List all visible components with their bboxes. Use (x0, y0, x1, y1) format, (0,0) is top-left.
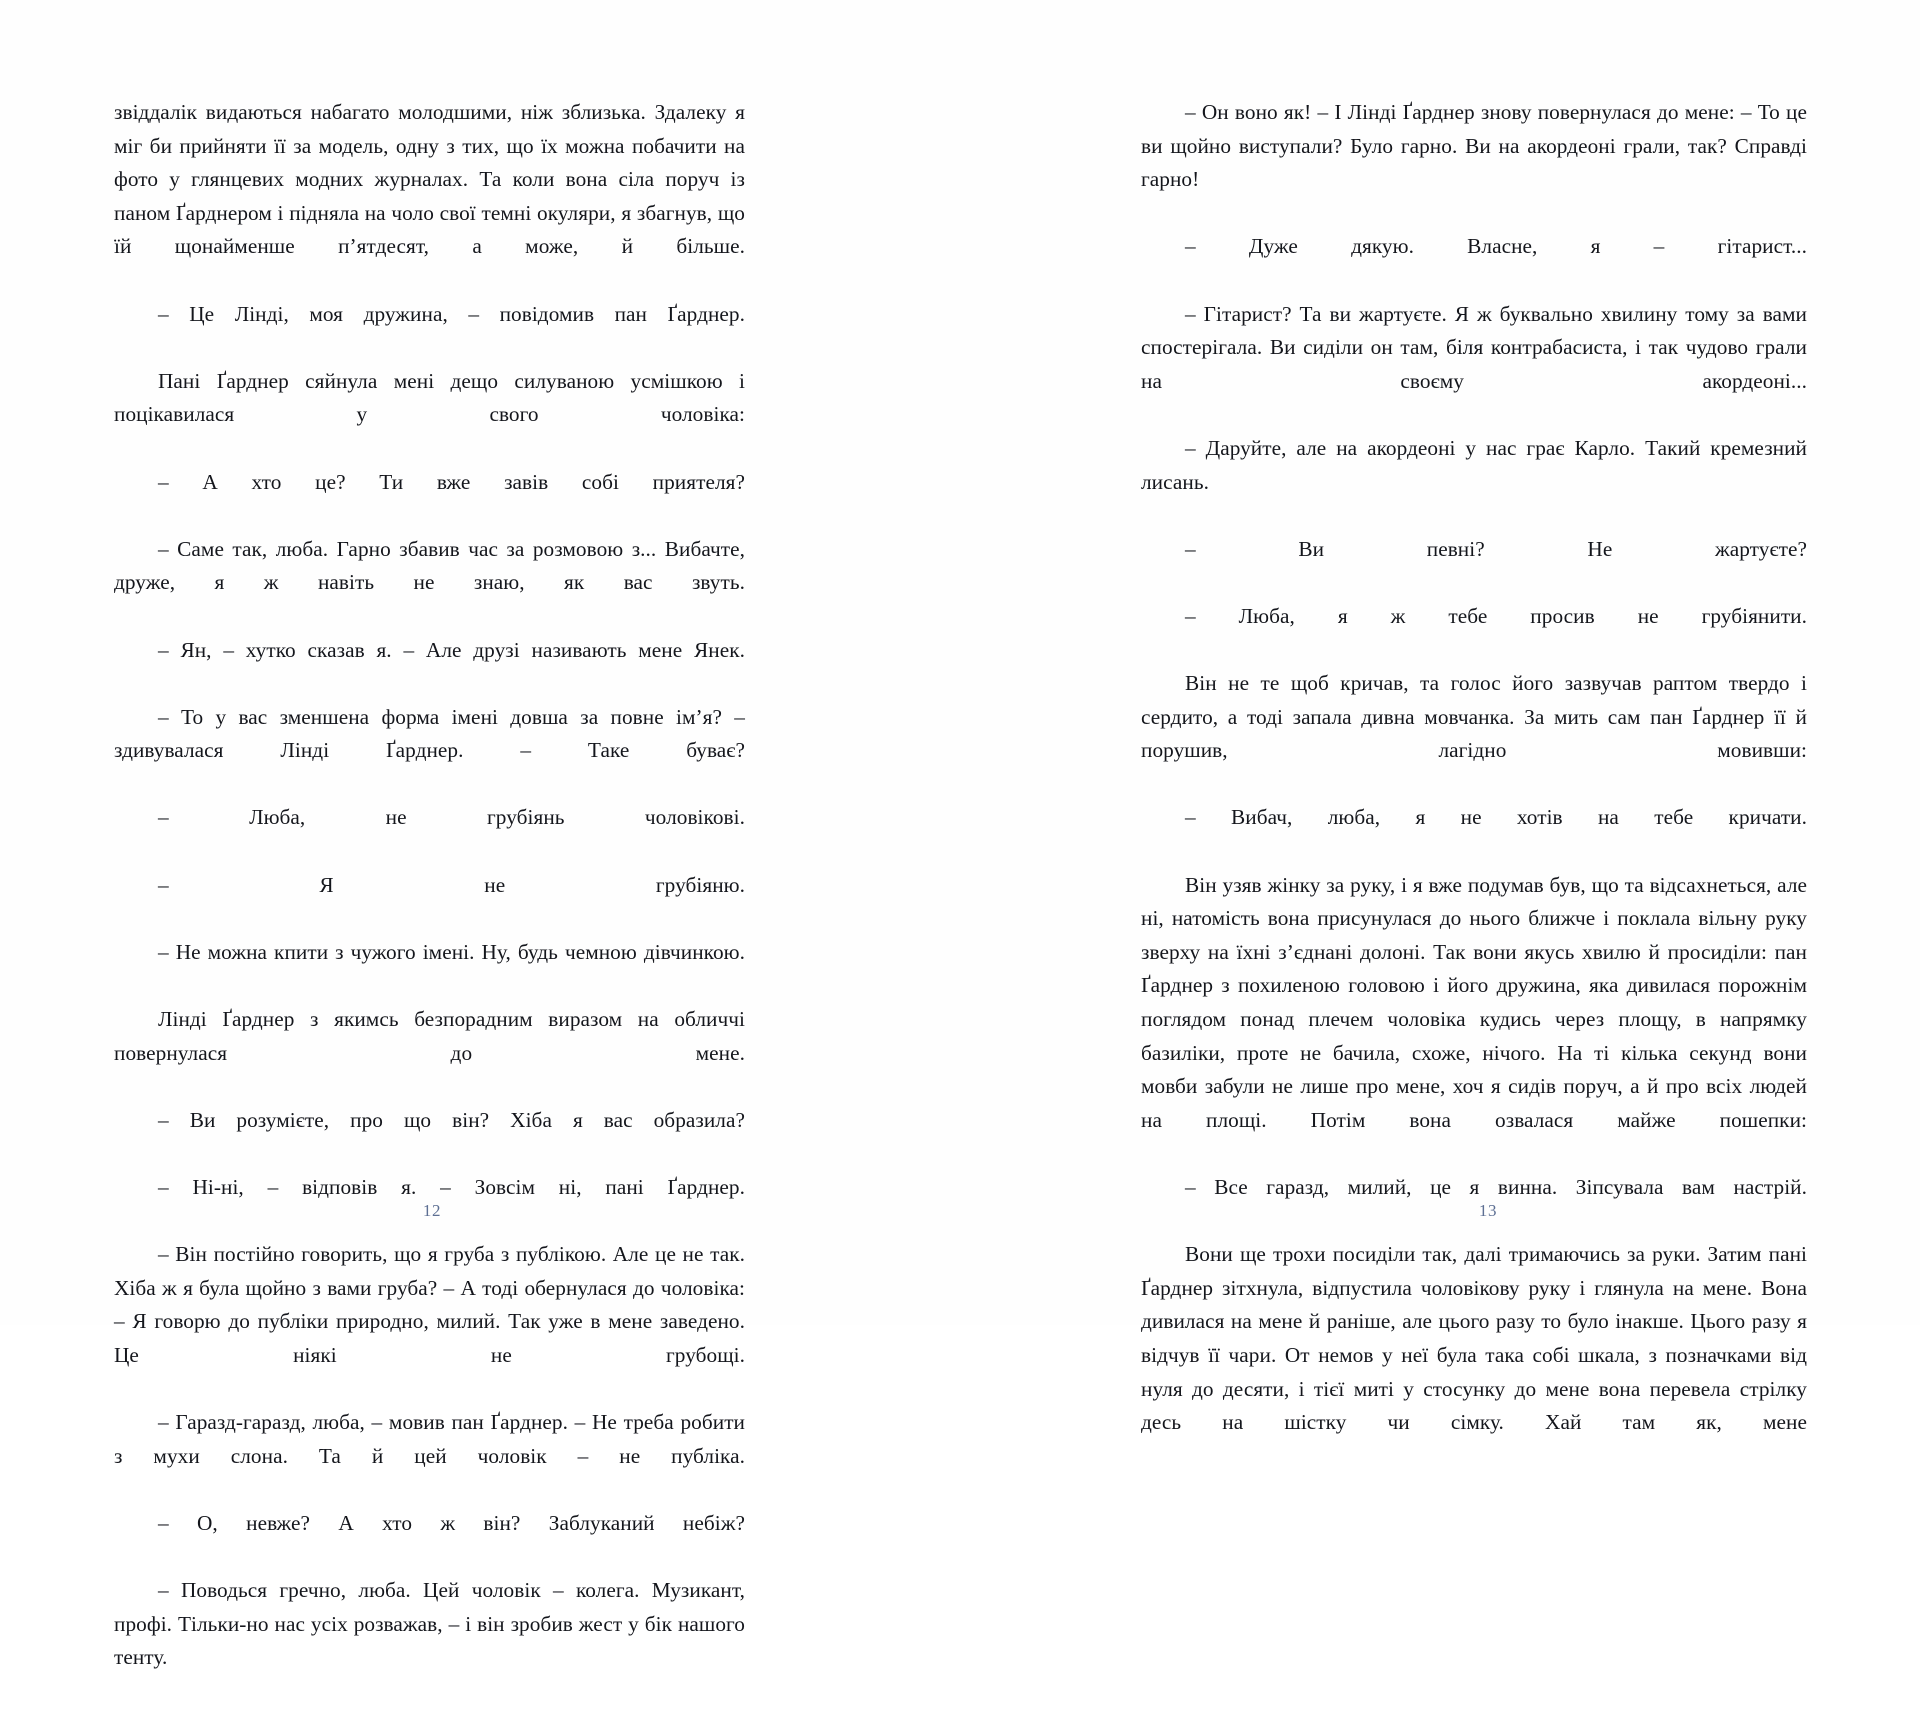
paragraph: – Це Лінді, моя дружина, – повідомив пан Ґарднер. (158, 301, 745, 326)
page-left (0, 0, 960, 1670)
page-number-right: 13 (1478, 1201, 1498, 1220)
paragraph: Вони ще трохи посиділи так, далі тримаючись за руки. Затим пані Ґарднер зітхнула, відпустила чоловікову руку і глянула на мене. Вона дивилася на мене й раніше, але цього разу то було інакше. Цього разу я відчув її чари. От немов у неї була така собі шкала, з позначками від нуля до десяти, і тієї миті у стосунку до мене вона перевела стрілку десь на шістку чи сімку. Хай там як, мене (1141, 1242, 1807, 1435)
paragraph: – Дуже дякую. Власне, я – гітарист... (1185, 234, 1807, 259)
paragraph: – Все гаразд, милий, це я винна. Зіпсувала вам настрій. (1185, 1175, 1807, 1199)
paragraph: Він узяв жінку за руку, і я вже подумав був, що та відсахнеться, але ні, натомість вона присунулася до нього ближче і поклала вільну руку зверху на їхні з’єднані долоні. Так вони якусь хвилю й просиділи: пан Ґарднер з похиленою головою і його дружина, яка дивилася порожнім поглядом понад плечем чоловіка кудись через площу, в напрямку базиліки, проте не бачила, схоже, нічого. На ті кілька секунд вони мовби забули не лише про мене, хоч я сидів поруч, а й про всіх людей на площі. Потім вона озвалася майже пошепки: (1141, 872, 1807, 1132)
page-number-left: 12 (422, 1201, 442, 1220)
paragraph: – Поводься гречно, люба. Цей чоловік – колега. Музикант, профі. Тільки-но нас усіх розважав, – і він зробив жест у бік нашого тенту. (114, 1578, 745, 1670)
paragraph: Пані Ґарднер сяйнула мені дещо силуваною усмішкою і поцікавилася у свого чоловіка: (114, 368, 745, 427)
paragraph: – Ви розумієте, про що він? Хіба я вас образила? (158, 1107, 745, 1132)
paragraph: – Ян, – хутко сказав я. – Але друзі називають мене Янек. (158, 637, 745, 662)
left-page-text-column (114, 96, 745, 1709)
paragraph: звіддалік видаються набагато молодшими, ніж зблизька. Здалеку я міг би прийняти її за модель, одну з тих, що їх можна побачити на фото у глянцевих модних журналах. Та коли вона сіла поруч із паном Ґарднером і підняла на чоло свої темні окуляри, я збагнув, що їй щонайменше п’ятдесят, а може, й більше. (114, 100, 745, 259)
paragraph: – Він постійно говорить, що я груба з публікою. Але це не так. Хіба ж я була щойно з вами груба? – А тоді обернулася до чоловіка: – Я говорю до публіки природно, милий. Так уже в мене заведено. Це ніякі не грубощі. (114, 1242, 745, 1367)
paragraph: – Вибач, люба, я не хотів на тебе кричати. (1185, 805, 1807, 830)
paragraph: – Я не грубіяню. (158, 872, 745, 897)
paragraph: – Не можна кпити з чужого імені. Ну, будь чемною дівчинкою. (158, 939, 745, 964)
right-page-text-column (1141, 96, 1807, 1473)
paragraph: – Гаразд-гаразд, люба, – мовив пан Ґарднер. – Не треба робити з мухи слона. Та й цей чоловік – не публіка. (114, 1410, 745, 1468)
paragraph: – Даруйте, але на акордеоні у нас грає Карло. Такий кремезний лисань. (1141, 435, 1807, 494)
paragraph: – То у вас зменшена форма імені довша за повне ім’я? – здивувалася Лінді Ґарднер. – Таке буває? (114, 704, 745, 763)
page-right (960, 0, 1920, 1435)
paragraph: – Люба, не грубіянь чоловікові. (158, 805, 745, 830)
paragraph: – О, невже? А хто ж він? Заблуканий небіж? (158, 1510, 745, 1535)
paragraph: Лінді Ґарднер з якимсь безпорадним виразом на обличчі повернулася до мене. (114, 1007, 745, 1065)
paragraph: – Ні-ні, – відповів я. – Зовсім ні, пані Ґарднер. (158, 1175, 745, 1199)
paragraph: – А хто це? Ти вже завів собі приятеля? (158, 469, 745, 494)
paragraph: – Саме так, люба. Гарно збавив час за розмовою з... Вибачте, друже, я ж навіть не знаю, як вас звуть. (114, 536, 745, 595)
paragraph: – Он воно як! – І Лінді Ґарднер знову повернулася до мене: – То це ви щойно виступали? Було гарно. Ви на акордеоні грали, так? Справді гарно! (1141, 100, 1807, 192)
paragraph: – Ви певні? Не жартуєте? (1185, 536, 1807, 561)
paragraph: Він не те щоб кричав, та голос його зазвучав раптом твердо і сердито, а тоді запала дивна мовчанка. За мить сам пан Ґарднер її й порушив, лагідно мовивши: (1141, 671, 1807, 763)
paragraph: – Гітарист? Та ви жартуєте. Я ж буквально хвилину тому за вами спостерігала. Ви сиділи он там, біля контрабасиста, і так чудово грали на своєму акордеоні... (1141, 301, 1807, 393)
paragraph: – Люба, я ж тебе просив не грубіянити. (1185, 603, 1807, 628)
